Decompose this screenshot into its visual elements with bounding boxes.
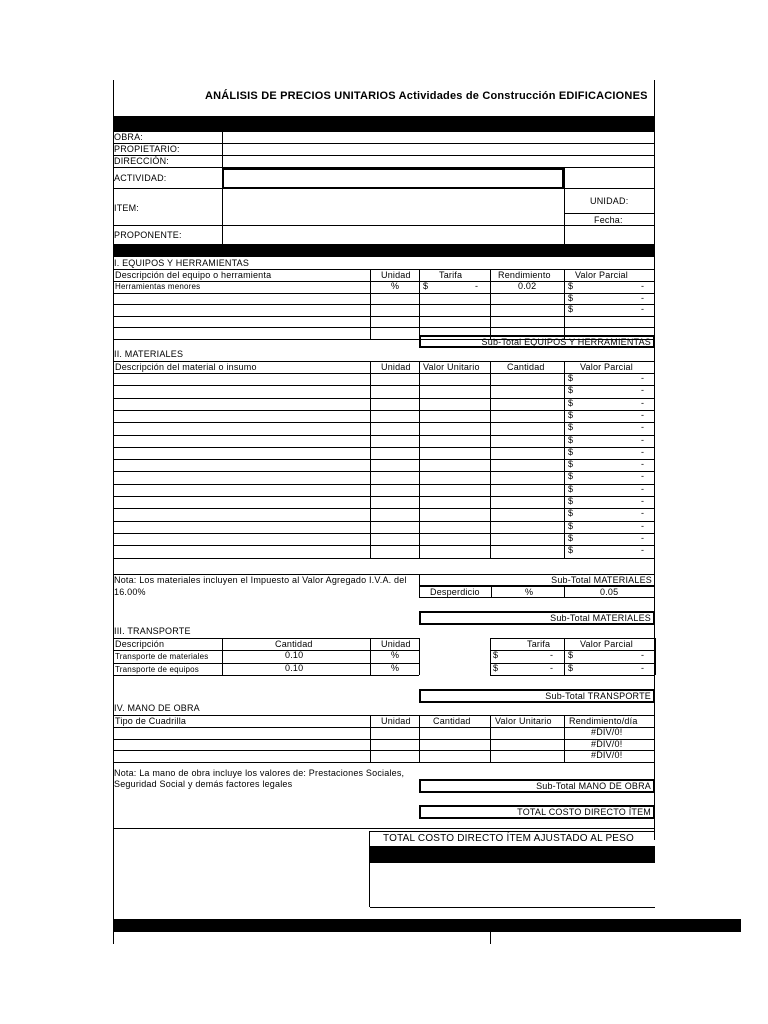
materiales-subtotal-label: Sub-Total MATERIALES [551,575,652,585]
material-vp-val: - [641,434,645,445]
transporte-tarifa-val: - [550,662,554,673]
material-vp-val: - [641,483,645,494]
desperdicio-value: 0.05 [600,587,619,597]
fecha-label: Fecha: [594,215,623,225]
material-vp-val: - [641,422,645,433]
mano-rendimiento-error: #DIV/0! [591,750,623,760]
transporte-subtotal-box [419,689,655,703]
equipo-vp-val: - [641,304,645,314]
obra-label: OBRA: [114,132,144,142]
equipos-header-1: Unidad [381,270,411,280]
proponente-label: PROPONENTE: [114,230,182,240]
equipo-tarifa-val: - [475,281,479,291]
unidad-label: UNIDAD: [590,196,629,206]
equipos-title: I. EQUIPOS Y HERRAMIENTAS [114,258,250,268]
mano-rendimiento-error: #DIV/0! [591,738,623,749]
mano-header-3: Valor Unitario [495,716,552,726]
transporte-vp-val: - [641,650,645,660]
desperdicio-label: Desperdicio [430,587,480,597]
desperdicio-unit: % [525,587,534,597]
materiales-header-2: Valor Unitario [423,362,480,372]
material-vp-val: - [641,545,645,556]
transporte-cant: 0.10 [285,650,304,660]
equipo-desc: Herramientas menores [115,282,201,291]
materiales-nota-iva: 16.00% [114,587,146,597]
transporte-title: III. TRANSPORTE [114,626,191,636]
equipo-unidad: % [391,281,400,291]
section-bar-1 [113,244,655,257]
material-vp-sym: $ [568,434,574,445]
material-vp-val: - [641,508,645,519]
equipo-vp-sym: $ [568,292,574,303]
material-vp-sym: $ [568,373,574,383]
transporte-vp-sym: $ [568,662,574,673]
equipo-vp-sym: $ [568,304,574,314]
material-vp-sym: $ [568,520,574,531]
transporte-tarifa-sym: $ [493,662,499,673]
materiales-header-1: Unidad [381,362,411,372]
material-vp-sym: $ [568,532,574,543]
mano-nota-1: Nota: La mano de obra incluye los valores de: Prestaciones Sociales, [114,768,405,778]
material-vp-val: - [641,471,645,482]
mano-header-2: Cantidad [433,716,471,726]
propietario-label: PROPIETARIO: [114,144,180,154]
transporte-tarifa-val: - [550,650,554,660]
footer-bar [113,919,741,932]
total-directo-box [419,805,655,819]
material-vp-sym: $ [568,409,574,420]
materiales-header-3: Cantidad [507,362,545,372]
total-directo-label: TOTAL COSTO DIRECTO ÍTEM [517,807,651,817]
page-title: ANÁLISIS DE PRECIOS UNITARIOS Actividades de Construcción EDIFICACIONES [205,90,648,102]
material-vp-sym: $ [568,508,574,519]
materiales-nota: Nota: Los materiales incluyen el Impuesto al Valor Agregado I.V.A. del [114,575,407,585]
mano-title: IV. MANO DE OBRA [114,703,200,713]
materiales-header-4: Valor Parcial [580,362,633,372]
equipos-subtotal-box [419,335,655,348]
material-vp-sym: $ [568,397,574,408]
transporte-header-0: Descripción [115,639,165,649]
actividad-label: ACTIVIDAD: [114,173,167,183]
transporte-tarifa-sym: $ [493,650,499,660]
equipo-tarifa-sym: $ [423,281,429,291]
material-vp-sym: $ [568,483,574,494]
transporte-unidad: % [391,650,400,660]
transporte-header-1: Cantidad [275,639,313,649]
material-vp-val: - [641,496,645,506]
materiales-title: II. MATERIALES [114,349,184,359]
actividad-field[interactable] [222,168,564,189]
total-ajustado-bar [370,846,655,863]
equipos-header-3: Rendimiento [498,270,551,280]
material-vp-val: - [641,409,645,420]
material-vp-sym: $ [568,545,574,556]
mano-rendimiento-error: #DIV/0! [591,727,623,737]
material-vp-sym: $ [568,459,574,470]
equipos-header-4: Valor Parcial [575,270,628,280]
transporte-vp-sym: $ [568,650,574,660]
material-vp-val: - [641,446,645,457]
transporte-vp-val: - [641,662,645,673]
material-vp-sym: $ [568,385,574,396]
mano-header-1: Unidad [381,716,411,726]
mano-subtotal-label: Sub-Total MANO DE OBRA [536,781,651,791]
material-vp-val: - [641,397,645,408]
transporte-header-4: Valor Parcial [580,639,633,649]
equipo-vp-val: - [641,281,645,291]
equipo-vp-val: - [641,292,645,303]
material-vp-val: - [641,373,645,383]
material-vp-sym: $ [568,446,574,457]
desperdicio-row [419,586,655,598]
equipo-rend: 0.02 [518,281,537,291]
material-vp-val: - [641,520,645,531]
transporte-header-2: Unidad [381,639,411,649]
mano-header-0: Tipo de Cuadrilla [115,716,187,726]
transporte-desc: Transporte de equipos [115,664,199,674]
transporte-cant: 0.10 [285,662,304,673]
transporte-header-3: Tarifa [527,639,551,649]
materiales-subtotal2-box [419,611,655,625]
material-vp-val: - [641,385,645,396]
materiales-header-0: Descripción del material o insumo [115,362,257,372]
mano-nota-2: Seguridad Social y demás factores legales [114,779,293,789]
total-ajustado-label: TOTAL COSTO DIRECTO ÍTEM AJUSTADO AL PESO [383,833,635,844]
equipos-subtotal-label: Sub-Total EQUIPOS Y HERRAMIENTAS [481,337,651,347]
mano-subtotal-box [419,779,655,793]
mano-header-4: Rendimiento/día [569,716,638,726]
transporte-desc: Transporte de materiales [115,652,209,661]
material-vp-val: - [641,459,645,470]
material-vp-sym: $ [568,422,574,433]
transporte-subtotal-label: Sub-Total TRANSPORTE [545,691,651,701]
materiales-subtotal-box [419,574,655,586]
equipos-header-2: Tarifa [439,270,463,280]
materiales-subtotal2-label: Sub-Total MATERIALES [550,613,651,623]
direccion-label: DIRECCIÓN: [114,156,170,166]
transporte-unidad: % [391,662,400,673]
item-label: ITEM: [114,203,139,213]
material-vp-sym: $ [568,496,574,506]
price-analysis-sheet [113,80,655,944]
equipo-vp-sym: $ [568,281,574,291]
equipos-header-0: Descripción del equipo o herramienta [115,270,272,280]
header-bar [113,116,655,132]
material-vp-sym: $ [568,471,574,482]
material-vp-val: - [641,532,645,543]
